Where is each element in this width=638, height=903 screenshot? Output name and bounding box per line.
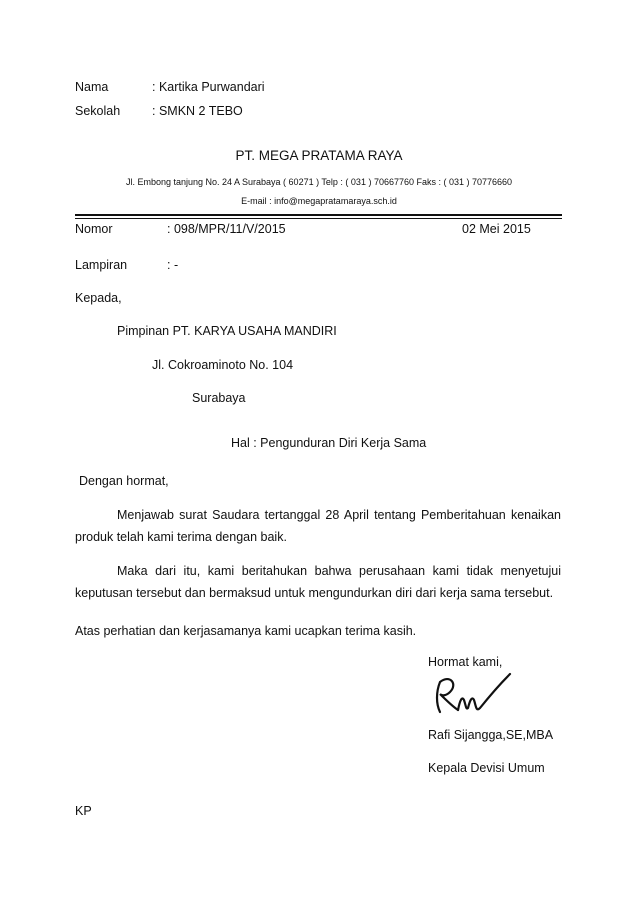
recipient-line-3: Surabaya [192, 391, 246, 405]
body-paragraph-1 [75, 504, 561, 548]
nomor-value: : 098/MPR/11/V/2015 [167, 222, 286, 236]
letterhead-divider-thin [75, 218, 562, 219]
student-school-value: : SMKN 2 TEBO [152, 104, 243, 118]
student-school-label: Sekolah [75, 104, 121, 118]
typist-initials: KP [75, 804, 92, 818]
recipient-line-1: Pimpinan PT. KARYA USAHA MANDIRI [117, 324, 337, 338]
signer-title: Kepala Devisi Umum [428, 761, 545, 775]
letterhead-divider-thick [75, 214, 562, 216]
greeting: Dengan hormat, [79, 474, 169, 488]
body-paragraph-2-text: Maka dari itu, kami beritahukan bahwa perusahaan kami tidak menyetujui keputusan tersebut dan bermaksud untuk mengundurkan diri dari kerja sama tersebut. [75, 564, 561, 600]
body-paragraph-1-text: Menjawab surat Saudara tertanggal 28 April tentang Pemberitahuan kenaikan produk telah kami terima dengan baik. [75, 508, 561, 544]
closing-salutation: Hormat kami, [428, 655, 503, 669]
lampiran-value: : - [167, 258, 179, 272]
recipient-line-2: Jl. Cokroaminoto No. 104 [152, 358, 294, 372]
lampiran-label: Lampiran [75, 258, 128, 272]
closing-sentence: Atas perhatian dan kerjasamanya kami ucapkan terima kasih. [75, 624, 417, 638]
company-email: E-mail : info@megapratamaraya.sch.id [241, 196, 397, 206]
signer-name: Rafi Sijangga,SE,MBA [428, 728, 554, 742]
body-paragraph-2 [75, 560, 561, 604]
company-name: PT. MEGA PRATAMA RAYA [235, 148, 403, 163]
letter-date: 02 Mei 2015 [462, 222, 531, 236]
student-name-value: : Kartika Purwandari [152, 80, 265, 94]
nomor-label: Nomor [75, 222, 113, 236]
student-name-label: Nama [75, 80, 109, 94]
letter-subject: Hal : Pengunduran Diri Kerja Sama [231, 436, 427, 450]
kepada-label: Kepada, [75, 291, 122, 305]
company-address: Jl. Embong tanjung No. 24 A Surabaya ( 60271 ) Telp : ( 031 ) 70667760 Faks : ( 031 ) 70776660 [125, 177, 513, 187]
signature-image [428, 670, 518, 720]
